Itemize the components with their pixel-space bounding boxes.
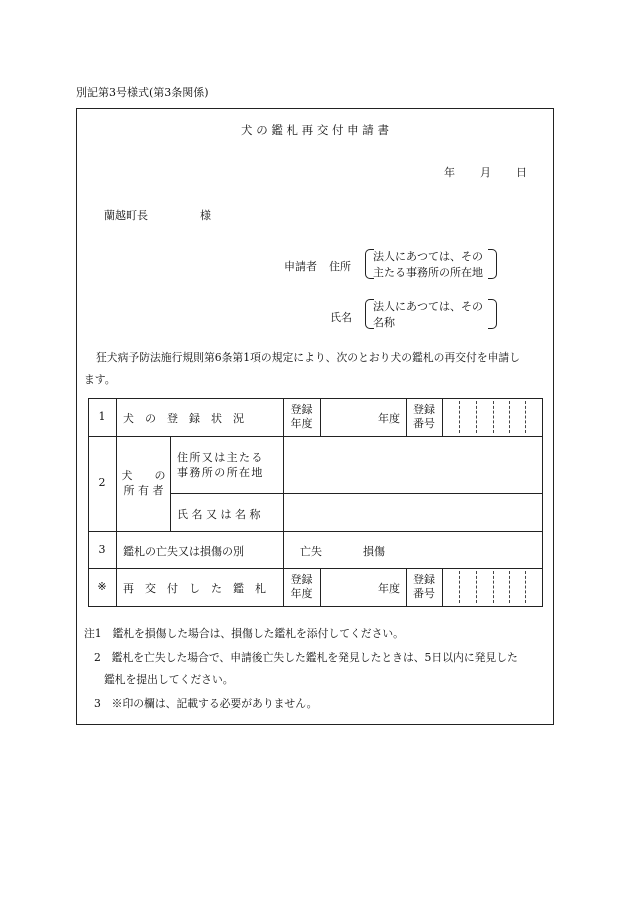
- row4-reg-year-label: [283, 573, 320, 601]
- date-year-label: 年: [444, 166, 455, 179]
- body-text-line2: ます。: [84, 373, 116, 386]
- digit-box-divider: [476, 571, 477, 603]
- digit-box-divider: [525, 571, 526, 603]
- row2-owner-line2: 所 有 者: [123, 484, 164, 497]
- digit-box-divider: [459, 401, 460, 433]
- table-rule: [442, 568, 443, 606]
- note-1: 注1 鑑札を損傷した場合は、損傷した鑑札を添付してください。: [84, 627, 404, 640]
- row2-address-line2: 事務所の所在地: [177, 466, 264, 479]
- row4-reg-year-line2: 年度: [290, 587, 313, 600]
- digit-box-divider: [493, 401, 494, 433]
- row3-number: 3: [98, 543, 106, 556]
- row2-number: 2: [98, 476, 106, 489]
- table-border-right: [542, 398, 543, 607]
- date-month-label: 月: [480, 166, 491, 179]
- row4-year-suffix: 年度: [378, 582, 400, 595]
- table-border-top: [88, 398, 543, 399]
- address-note-bracket-right: [488, 249, 497, 279]
- row4-number: ※: [97, 580, 107, 593]
- row4-reg-year-line1: 登録: [290, 573, 313, 586]
- row2-owner-line1: 犬 の: [121, 469, 166, 482]
- name-note-bracket-right: [488, 299, 497, 329]
- row1-reg-no-line1: 登録: [413, 403, 435, 416]
- row1-number: 1: [98, 410, 106, 423]
- digit-box-divider: [476, 401, 477, 433]
- table-rule: [116, 398, 117, 607]
- row1-label: 犬 の 登 録 状 況: [123, 412, 244, 425]
- table-rule: [442, 398, 443, 436]
- digit-box-divider: [493, 571, 494, 603]
- row1-reg-year-line2: 年度: [290, 417, 313, 430]
- table-rule: [170, 436, 171, 531]
- table-rule: [283, 531, 284, 568]
- row2-name-field[interactable]: [284, 494, 542, 531]
- row1-reg-no-line2: 番号: [413, 417, 435, 430]
- row3-option-damaged[interactable]: 損傷: [363, 545, 385, 558]
- applicant-name-label: 氏名: [330, 311, 352, 324]
- row2-owner-label: [117, 468, 170, 498]
- row4-reg-no-line2: 番号: [413, 587, 435, 600]
- page-title: 犬 の 鑑 札 再 交 付 申 請 書: [241, 123, 389, 137]
- table-rule: [88, 568, 543, 569]
- note-2-line2: 鑑札を提出してください。: [104, 673, 234, 686]
- row1-year-suffix: 年度: [378, 412, 400, 425]
- note-3: 3 ※印の欄は、記載する必要がありません。: [94, 697, 318, 710]
- row1-reg-year-line1: 登録: [290, 403, 313, 416]
- addressee-honorific: 様: [200, 209, 211, 222]
- row1-reg-year-label: [283, 403, 320, 431]
- name-note-line2: 名称: [373, 316, 395, 329]
- note-2-line1: 2 鑑札を亡失した場合で、申請後亡失した鑑札を発見したときは、5日以内に発見した: [94, 651, 518, 664]
- digit-box-divider: [509, 401, 510, 433]
- row4-label: 再 交 付 し た 鑑 札: [123, 582, 266, 595]
- row2-address-field[interactable]: [284, 437, 542, 493]
- registration-table: [88, 398, 543, 607]
- name-note-line1: 法人にあつては、その: [373, 300, 483, 313]
- table-border-bottom: [88, 606, 543, 607]
- table-rule: [88, 531, 543, 532]
- row2-address-line1: 住所又は主たる: [177, 451, 264, 464]
- row4-reg-no-line1: 登録: [413, 573, 435, 586]
- row1-reg-no-label: [406, 403, 442, 431]
- row3-option-lost[interactable]: 亡失: [300, 545, 322, 558]
- address-note-line2: 主たる事務所の所在地: [373, 266, 483, 279]
- table-border-left: [88, 398, 89, 607]
- row3-label: 鑑札の亡失又は損傷の別: [123, 545, 244, 558]
- row2-address-label: [177, 450, 264, 480]
- addressee-name: 蘭越町長: [104, 209, 148, 222]
- digit-box-divider: [459, 571, 460, 603]
- digit-box-divider: [509, 571, 510, 603]
- row4-reg-no-label: [406, 573, 442, 601]
- body-text-line1: 狂犬病予防法施行規則第6条第1項の規定により、次のとおり犬の鑑札の再交付を申請し: [96, 351, 521, 364]
- applicant-label: 申請者: [284, 260, 317, 273]
- address-note-line1: 法人にあつては、その: [373, 250, 483, 263]
- row2-name-label: 氏 名 又 は 名 称: [177, 508, 261, 521]
- applicant-address-label: 住所: [329, 260, 351, 273]
- digit-box-divider: [525, 401, 526, 433]
- form-label: 別記第3号様式(第3条関係): [76, 86, 209, 99]
- date-day-label: 日: [516, 166, 527, 179]
